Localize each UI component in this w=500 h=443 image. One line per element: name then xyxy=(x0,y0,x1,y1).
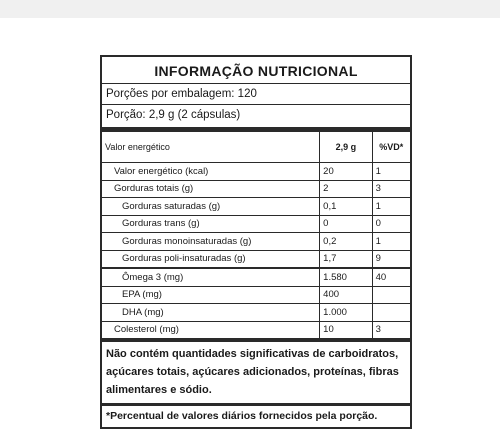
table-row xyxy=(102,198,410,216)
row-label: Gorduras poli-insaturadas (g) xyxy=(102,250,320,268)
row-amount: 20 xyxy=(320,163,372,181)
row-amount: 2 xyxy=(320,180,372,198)
table-row xyxy=(102,286,410,304)
table-row xyxy=(102,268,410,286)
table-header-row xyxy=(102,132,410,163)
row-label: Gorduras trans (g) xyxy=(102,215,320,233)
row-label: Gorduras monoinsaturadas (g) xyxy=(102,233,320,251)
row-label: EPA (mg) xyxy=(102,286,320,304)
row-amount: 10 xyxy=(320,321,372,340)
row-amount: 1.000 xyxy=(320,304,372,322)
row-dv: 1 xyxy=(372,233,410,251)
table-row xyxy=(102,163,410,181)
row-label: Colesterol (mg) xyxy=(102,321,320,340)
nutrition-table xyxy=(102,131,410,342)
row-amount: 0 xyxy=(320,215,372,233)
row-amount: 0,2 xyxy=(320,233,372,251)
row-label: Gorduras saturadas (g) xyxy=(102,198,320,216)
table-row xyxy=(102,304,410,322)
not-significant-note: Não contém quantidades significativas de carboidratos, açúcares totais, açúcares adicionados, proteínas, fibras alimentares e sódio. xyxy=(102,342,410,406)
top-background-band xyxy=(0,0,500,18)
daily-value-footnote: *Percentual de valores diários fornecidos pela porção. xyxy=(106,410,378,422)
servings-per-package: Porções por embalagem: 120 xyxy=(102,84,410,105)
table-row xyxy=(102,250,410,268)
header-amount: 2,9 g xyxy=(320,132,372,163)
row-dv: 3 xyxy=(372,180,410,198)
table-row xyxy=(102,321,410,340)
row-dv: 1 xyxy=(372,198,410,216)
row-dv: 1 xyxy=(372,163,410,181)
row-label: Ômega 3 (mg) xyxy=(102,268,320,286)
row-dv: 40 xyxy=(372,268,410,286)
header-label: Valor energético xyxy=(102,132,320,163)
row-dv xyxy=(372,286,410,304)
table-row xyxy=(102,233,410,251)
row-amount: 1,7 xyxy=(320,250,372,268)
row-amount: 0,1 xyxy=(320,198,372,216)
row-label: Valor energético (kcal) xyxy=(102,163,320,181)
header-dv: %VD* xyxy=(372,132,410,163)
row-dv: 3 xyxy=(372,321,410,340)
panel-title: INFORMAÇÃO NUTRICIONAL xyxy=(102,57,410,84)
row-dv: 0 xyxy=(372,215,410,233)
row-dv: 9 xyxy=(372,250,410,268)
row-label: Gorduras totais (g) xyxy=(102,180,320,198)
nutrition-facts-panel xyxy=(100,55,412,429)
row-dv xyxy=(372,304,410,322)
row-label: DHA (mg) xyxy=(102,304,320,322)
row-amount: 1.580 xyxy=(320,268,372,286)
serving-size: Porção: 2,9 g (2 cápsulas) xyxy=(102,105,410,131)
table-row xyxy=(102,215,410,233)
table-row xyxy=(102,180,410,198)
row-amount: 400 xyxy=(320,286,372,304)
